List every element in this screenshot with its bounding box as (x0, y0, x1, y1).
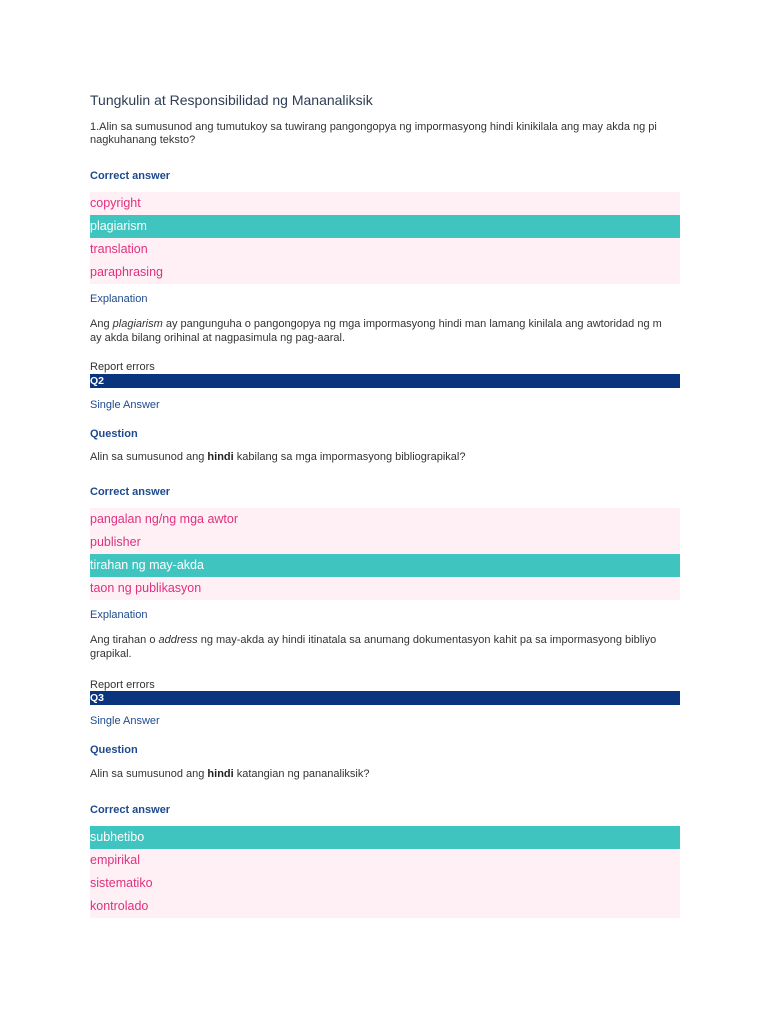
q3-type-label: Single Answer (90, 715, 160, 727)
q1-explanation-line-2: ay akda bilang orihinal at nagpasimula ng pag-aaral. (90, 332, 346, 344)
q1-option-translation: translation (90, 238, 680, 261)
q3-option-kontrolado: kontrolado (90, 895, 680, 918)
q2-question-label: Question (90, 428, 138, 440)
q3-option-subhetibo: subhetibo (90, 826, 680, 849)
q2-option-pangalan: pangalan ng/ng mga awtor (90, 508, 680, 531)
q3-question-label: Question (90, 744, 138, 756)
q2-correct-answer-label: Correct answer (90, 486, 171, 498)
question-1-line-1: 1.Alin sa sumusunod ang tumutukoy sa tuwirang pangongopya ng impormasyong hindi kinikilala ang may akda ng pi (90, 121, 657, 133)
question-1-text (90, 121, 680, 147)
q2-explanation-term: address (158, 634, 198, 646)
q1-option-copyright: copyright (90, 192, 680, 215)
q1-correct-answer-label: Correct answer (90, 170, 171, 182)
question-1-line-2: nagkuhanang teksto? (90, 134, 196, 146)
q3-text-bold: hindi (207, 768, 234, 780)
q3-correct-answer-label: Correct answer (90, 804, 171, 816)
q1-option-paraphrasing: paraphrasing (90, 261, 680, 284)
page-title: Tungkulin at Responsibilidad ng Mananaliksik (90, 92, 373, 108)
q2-explanation-post: ng may-akda ay hindi itinatala sa anumang dokumentasyon kahit pa sa impormasyong bibliyo (197, 634, 657, 646)
q1-option-plagiarism: plagiarism (90, 215, 680, 238)
question-2-text (90, 451, 680, 464)
q2-header-bar: Q2 (90, 374, 680, 388)
q1-explanation-label: Explanation (90, 293, 148, 305)
q3-text-post: katangian ng pananaliksik? (233, 768, 370, 780)
q2-text-bold: hindi (207, 451, 234, 463)
q2-option-taon: taon ng publikasyon (90, 577, 680, 600)
q2-explanation-line-2: grapikal. (90, 648, 132, 660)
q1-report-errors-link[interactable]: Report errors (90, 361, 155, 373)
q1-explanation-term: plagiarism (112, 318, 163, 330)
q1-explanation-post: ay pangunguha o pangongopya ng mga impormasyong hindi man lamang kinilala ang awtoridad ng m (162, 318, 662, 330)
q2-text-pre: Alin sa sumusunod ang (90, 451, 208, 463)
q3-options (90, 826, 680, 918)
q3-text-pre: Alin sa sumusunod ang (90, 768, 208, 780)
q2-explanation-pre: Ang tirahan o (90, 634, 159, 646)
q3-option-empirikal: empirikal (90, 849, 680, 872)
q2-type-label: Single Answer (90, 399, 160, 411)
q2-report-errors-link[interactable]: Report errors (90, 679, 155, 691)
q1-explanation-pre: Ang (90, 318, 113, 330)
q2-text-post: kabilang sa mga impormasyong bibliograpikal? (233, 451, 466, 463)
q3-header-bar: Q3 (90, 691, 680, 705)
q2-explanation (90, 633, 680, 661)
q1-explanation (90, 317, 680, 345)
q2-options (90, 508, 680, 600)
q2-explanation-label: Explanation (90, 609, 148, 621)
q3-option-sistematiko: sistematiko (90, 872, 680, 895)
q1-options (90, 192, 680, 284)
q2-option-publisher: publisher (90, 531, 680, 554)
q2-option-tirahan: tirahan ng may-akda (90, 554, 680, 577)
question-3-text (90, 768, 680, 781)
